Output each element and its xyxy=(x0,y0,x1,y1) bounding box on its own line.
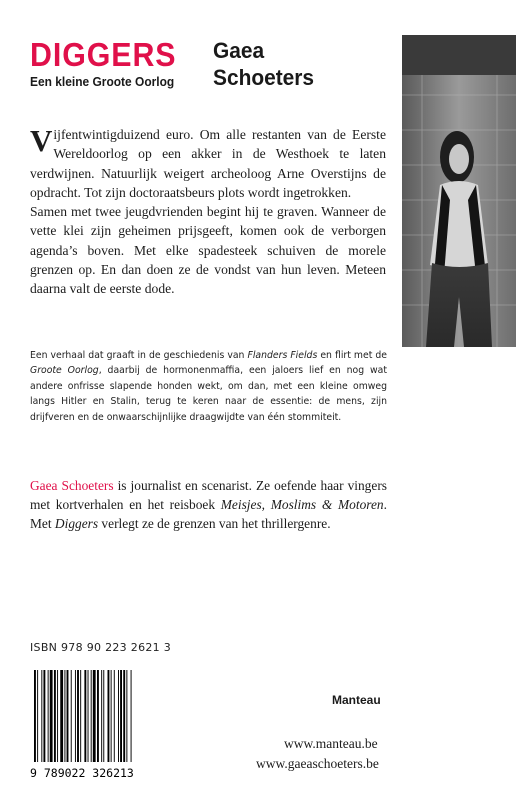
barcode xyxy=(30,670,182,780)
drop-cap: V xyxy=(30,123,53,158)
bio-italic-travel-book: Meisjes, Moslims & Motoren xyxy=(220,497,384,513)
title-block xyxy=(30,38,189,89)
bio-text-1: is journalist en scenarist. Ze oefende haar vingers met kortverhalen en het reisboek xyxy=(30,478,387,513)
bio-text-2: . Met xyxy=(30,497,387,532)
teaser-text-2: en flirt met de xyxy=(317,350,387,361)
bio-text-3: verlegt ze de grenzen van het thrillergenre. xyxy=(98,516,331,532)
teaser-text-3: , daarbij de hormonenmaffia, een jaloers lief en nog wat andere onfrisse slapende honden wekt, om dan, met een kleine omweg langs Hitler en Stalin, terug te keren naar de essentie: de mens, zijn drijfveren en de onwaarschijnlijke draagwijdte van één stommiteit. xyxy=(30,365,387,423)
blurb-paragraph-2: Samen met twee jeugdvrienden begint hij te graven. Wanneer de vette klei zijn geheimen prijsgeeft, komen ook de verborgen agenda’s boven. Met elke spadesteek schuiven de morele grenzen op. En dan doen ze de vondst van hun leven. Meteen daarna valt de eerste dode. xyxy=(30,204,386,297)
teaser-italic-flanders: Flanders Fields xyxy=(247,350,318,361)
publisher-name: Manteau xyxy=(332,693,381,707)
teaser-text-1: Een verhaal dat graaft in de geschiedenis van xyxy=(30,350,248,361)
author-photo xyxy=(402,35,516,347)
bio-italic-diggers: Diggers xyxy=(54,516,99,532)
barcode-bars xyxy=(34,670,132,762)
author-last-name: Schoeters xyxy=(213,65,315,90)
bio-author-name: Gaea Schoeters xyxy=(30,478,114,493)
teaser-paragraph xyxy=(30,348,387,425)
author-first-name: Gaea xyxy=(213,38,265,63)
author-photo-image xyxy=(402,35,516,347)
blurb-paragraph-1-text: ijfentwintigduizend euro. Om alle restanten van de Eerste Wereldoorlog op een akker in de Westhoek te laten verdwijnen. Natuurlijk weigert archeoloog Arne Overstijns de opdracht. Tot zijn doctoraatsbeurs plots wordt ingetrokken. xyxy=(30,127,386,200)
book-blurb xyxy=(30,125,386,299)
author-name-heading xyxy=(213,37,319,91)
author-bio xyxy=(30,476,387,534)
blurb-paragraph-1 xyxy=(30,125,386,202)
book-subtitle: Een kleine Groote Oorlog xyxy=(30,74,175,89)
teaser-italic-groote-oorlog: Groote Oorlog xyxy=(30,365,99,377)
book-title: DIGGERS xyxy=(30,36,177,73)
publisher-website: www.manteau.be xyxy=(284,736,378,751)
barcode-digits: 9 789022 326213 xyxy=(30,766,134,780)
isbn-label: ISBN 978 90 223 2621 3 xyxy=(30,641,172,654)
author-website: www.gaeaschoeters.be xyxy=(256,756,379,771)
